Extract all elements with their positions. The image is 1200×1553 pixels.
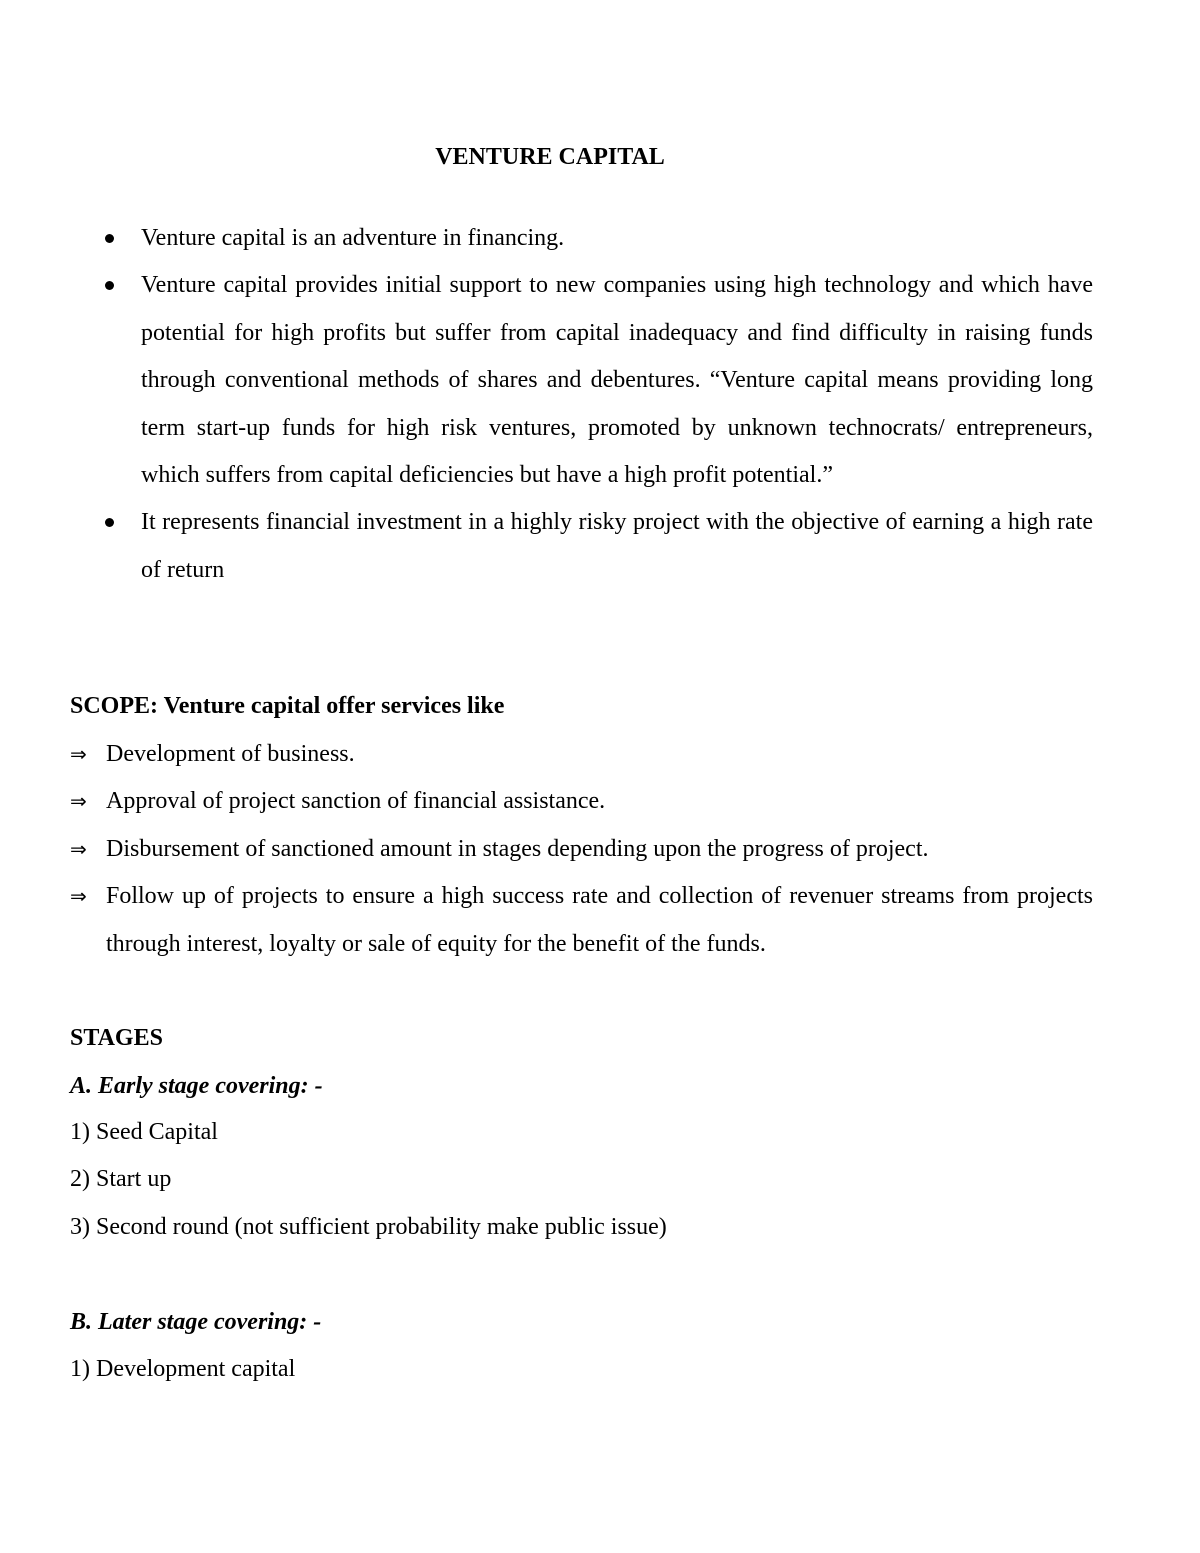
- double-arrow-right-icon: ⇒: [70, 789, 87, 814]
- double-arrow-right-icon: ⇒: [70, 742, 87, 766]
- intro-bullet-list: [100, 215, 1093, 594]
- scope-heading: SCOPE: Venture capital offer services like: [70, 693, 505, 719]
- list-item: 3) Second round (not sufficient probability make public issue): [70, 1213, 667, 1240]
- scope-list: [70, 731, 1093, 968]
- bullet-icon: [105, 518, 114, 527]
- list-item: [100, 499, 1093, 594]
- bullet-icon: [105, 281, 114, 290]
- early-stage-heading: A. Early stage covering: -: [70, 1073, 323, 1099]
- scope-item-text: Follow up of projects to ensure a high success rate and collection of revenuer streams from projects through interest, loyalty or sale of equity for the benefit of the funds.: [106, 883, 1093, 957]
- bullet-text: It represents financial investment in a highly risky project with the objective of earning a high rate of return: [141, 509, 1093, 583]
- list-item: [70, 826, 1093, 873]
- bullet-icon: [105, 234, 114, 243]
- double-arrow-right-icon: ⇒: [70, 884, 87, 909]
- list-item: 1) Development capital: [70, 1356, 296, 1382]
- list-item: [70, 778, 1093, 825]
- scope-item-text: Development of business.: [106, 741, 355, 767]
- list-item: [100, 215, 1093, 262]
- scope-item-text: Approval of project sanction of financial assistance.: [106, 788, 606, 815]
- early-stage-list: [70, 1109, 667, 1251]
- list-item: 2) Start up: [70, 1166, 172, 1193]
- later-stage-heading: B. Later stage covering: -: [70, 1309, 322, 1335]
- stages-heading: STAGES: [70, 1025, 163, 1051]
- double-arrow-right-icon: ⇒: [70, 836, 87, 861]
- page-title: VENTURE CAPITAL: [435, 144, 665, 170]
- bullet-text: Venture capital is an adventure in financing.: [141, 225, 565, 251]
- later-stage-list: [70, 1346, 295, 1393]
- scope-item-text: Disbursement of sanctioned amount in stages depending upon the progress of project.: [106, 835, 929, 862]
- list-item: [70, 731, 1093, 778]
- bullet-text: Venture capital provides initial support to new companies using high technology and which have potential for high profits but suffer from capital inadequacy and find difficulty in raising funds through conventional methods of shares and debentures. “Venture capital means providing long term start-up funds for high risk ventures, promoted by unknown technocrats/ entrepreneurs, which suffers from capital deficiencies but have a high profit potential.”: [141, 272, 1093, 489]
- list-item: 1) Seed Capital: [70, 1119, 218, 1145]
- list-item: [100, 262, 1093, 499]
- list-item: [70, 873, 1093, 968]
